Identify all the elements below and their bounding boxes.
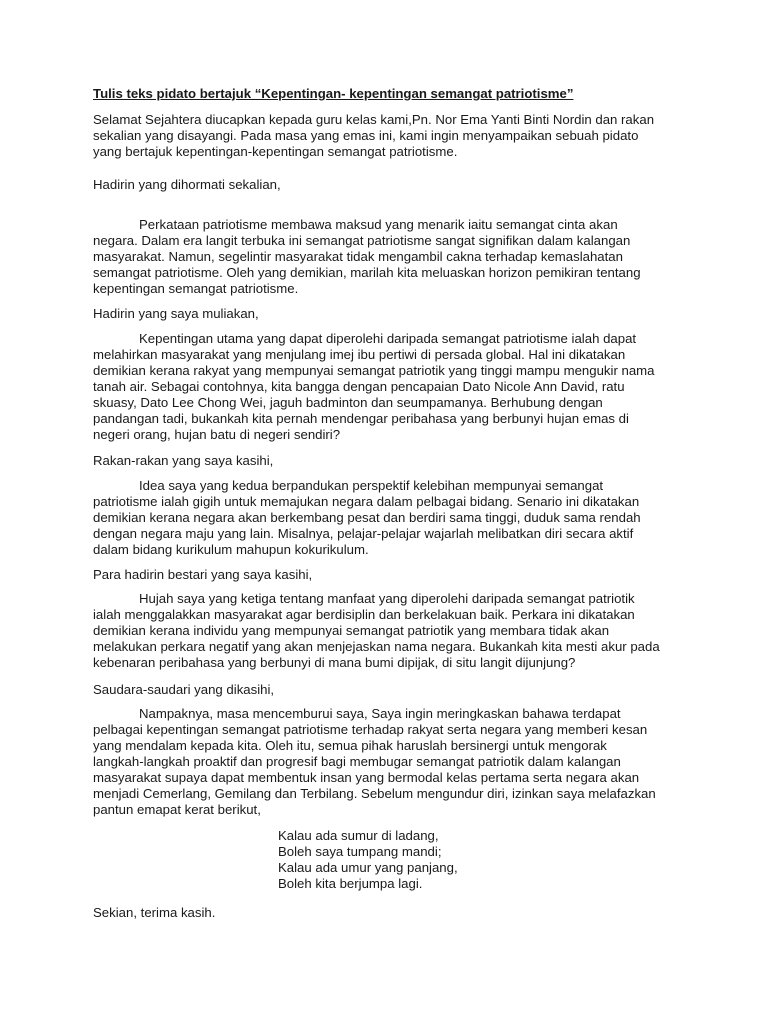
paragraph-line: Nampaknya, masa mencemburui saya, Saya ingin meringkaskan bahawa terdapat xyxy=(139,706,621,721)
paragraph-line: demikian kerana individu yang mempunyai semangat patriotik yang membara tidak akan xyxy=(93,623,610,638)
paragraph-line: Idea saya yang kedua berpandukan perspektif kelebihan mempunyai semangat xyxy=(139,478,604,493)
closing-line: Sekian, terima kasih. xyxy=(93,905,216,920)
paragraph-line: pelbagai kepentingan semangat patriotisme terhadap rakyat serta negara yang memberi kesan xyxy=(93,722,648,737)
paragraph-line: Perkataan patriotisme membawa maksud yang menarik iaitu semangat cinta akan xyxy=(139,217,618,232)
paragraph-line: melakukan perkara negatif yang akan menjejaskan nama negara. Bukankah kita mesti akur pada xyxy=(93,639,660,654)
paragraph-line: melahirkan masyarakat yang menjulang imej ibu pertiwi di persada global. Hal ini dikatakan xyxy=(93,347,626,362)
paragraph-line: Selamat Sejahtera diucapkan kepada guru kelas kami,Pn. Nor Ema Yanti Binti Nordin dan rakan xyxy=(93,112,655,127)
paragraph-line: demikian kerana rakyat yang mempunyai semangat patriotik yang tinggi mampu mengukir nama xyxy=(93,363,655,378)
paragraph-line: menjadi Cemerlang, Gemilang dan Terbilang. Sebelum mengundur diri, izinkan saya melafazkan xyxy=(93,786,656,801)
body-paragraph xyxy=(93,591,683,671)
paragraph-line: semangat patriotisme. Oleh yang demikian, marilah kita meluaskan horizon pemikiran tentang xyxy=(93,265,641,280)
paragraph-line: Hujah saya yang ketiga tentang manfaat yang diperolehi daripada semangat patriotik xyxy=(139,591,635,606)
salutation xyxy=(93,453,683,469)
paragraph-line: patriotisme ialah gigih untuk memajukan negara dalam pelbagai bidang. Senario ini dikatakan xyxy=(93,494,640,509)
paragraph-line: pantun emapat kerat berikut, xyxy=(93,802,261,817)
salutation-line: Rakan-rakan yang saya kasihi, xyxy=(93,453,274,468)
intro-paragraph xyxy=(93,112,683,160)
body-paragraph xyxy=(93,331,683,443)
salutation-line: Hadirin yang saya muliakan, xyxy=(93,306,259,321)
paragraph-line: langkah-langkah proaktif dan progresif bagi membugar semangat patriotik dalam kalangan xyxy=(93,754,621,769)
pantun-line: Kalau ada sumur di ladang, xyxy=(278,828,439,843)
paragraph-line: demikian kerana negara akan berkembang pesat dan berdiri sama tinggi, duduk sama rendah xyxy=(93,510,641,525)
body-paragraph xyxy=(93,478,683,558)
paragraph-line: masyarakat supaya dapat membentuk insan yang bermodal kelas pertama serta negara akan xyxy=(93,770,640,785)
paragraph-line: skuasy, Dato Lee Chong Wei, jaguh badminton dan seumpamanya. Berhubung dengan xyxy=(93,395,603,410)
paragraph-line: pandangan tadi, bukankah kita pernah mendengar peribahasa yang berbunyi hujan emas di xyxy=(93,411,629,426)
body-paragraph xyxy=(93,706,683,818)
paragraph-line: kebenaran peribahasa yang berbunyi di mana bumi dipijak, di situ langit dijunjung? xyxy=(93,655,576,670)
pantun-line: Boleh saya tumpang mandi; xyxy=(278,844,442,859)
salutation xyxy=(93,567,683,583)
paragraph-line: sekalian yang disayangi. Pada masa yang emas ini, kami ingin menyampaikan sebuah pidato xyxy=(93,128,639,143)
pantun-line: Boleh kita berjumpa lagi. xyxy=(278,876,423,891)
paragraph-line: tanah air. Sebagai contohnya, kita bangga dengan pencapaian Dato Nicole Ann David, ratu xyxy=(93,379,625,394)
salutation xyxy=(93,306,683,322)
paragraph-line: negara. Dalam era langit terbuka ini semangat patriotisme sangat signifikan dalam kalangan xyxy=(93,233,631,248)
body-paragraph xyxy=(93,217,683,297)
paragraph-line: negeri orang, hujan batu di negeri sendiri? xyxy=(93,427,341,442)
salutation-line: Hadirin yang dihormati sekalian, xyxy=(93,177,281,192)
paragraph-line: masyarakat. Namun, segelintir masyarakat tidak mengambil cakna terhadap kemaslahatan xyxy=(93,249,623,264)
paragraph-line: dengan negara maju yang lain. Misalnya, pelajar-pelajar wajarlah melibatkan diri secara aktif xyxy=(93,526,634,541)
paragraph-line: kepentingan semangat patriotisme. xyxy=(93,281,299,296)
salutation-line: Para hadirin bestari yang saya kasihi, xyxy=(93,567,313,582)
paragraph-line: dalam bidang kurikulum mahupun kokurikulum. xyxy=(93,542,369,557)
paragraph-line: yang mendalam kepada kita. Oleh itu, semua pihak haruslah bersinergi untuk mengorak xyxy=(93,738,607,753)
paragraph-line: Kepentingan utama yang dapat diperolehi daripada semangat patriotisme ialah dapat xyxy=(139,331,637,346)
paragraph-line: yang bertajuk kepentingan-kepentingan semangat patriotisme. xyxy=(93,144,458,159)
document-title: Tulis teks pidato bertajuk “Kepentingan- kepentingan semangat patriotisme” xyxy=(93,86,574,101)
salutation xyxy=(93,682,683,698)
pantun-line: Kalau ada umur yang panjang, xyxy=(278,860,458,875)
salutation xyxy=(93,177,683,193)
pantun-verse xyxy=(278,828,458,892)
salutation-line: Saudara-saudari yang dikasihi, xyxy=(93,682,275,697)
paragraph-line: ialah menggalakkan masyarakat agar berdisiplin dan berkelakuan baik. Perkara ini dikatakan xyxy=(93,607,635,622)
